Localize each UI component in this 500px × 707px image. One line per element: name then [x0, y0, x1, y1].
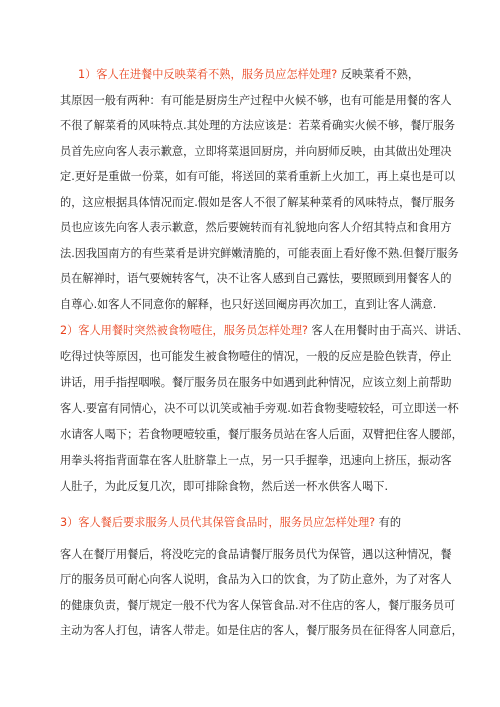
- body-text: 自尊心.如客人不同意你的解释，也只好送回阉房再次加工，直到让客人满意.: [60, 298, 437, 311]
- text-line: [60, 402, 459, 416]
- body-text: 讲话，用手指捏咽喉。餐厅服务员在服务中如遇到此种情况，应该立刻上前帮助: [60, 376, 452, 389]
- body-text: 其原因一般有两种：有可能是厨房生产过程中火候不够，也有可能是用餐的客人: [60, 94, 452, 107]
- text-line: [60, 247, 459, 261]
- body-text: 客人.要富有同情心，决不可以讥笑或袖手旁观.如若食物斐噎较轻，可立即送一杯: [60, 402, 459, 415]
- question-heading: 1）客人在进餐中反映菜肴不熟，服务员应怎样处理?: [78, 68, 338, 81]
- body-text: 员在解禅时，语气要婉转客气，决不让客人感到自己露怯，要照顾到用餐客人的: [60, 272, 452, 285]
- body-text: 主动为客人打包，请客人带走。如是住店的客人，餐厅服务员在征得客人同意后，: [60, 624, 463, 637]
- text-line: [60, 573, 452, 587]
- text-line: [60, 548, 452, 562]
- body-text: 定.更好是重做一份菜，如有可能，将送回的菜肴重新上火加工，再上桌也是可以: [60, 170, 456, 183]
- text-line: [60, 170, 456, 184]
- body-text: 水请客人喝下；若食物哽噎较重，餐厅服务员站在客人后面，双臂把住客人腰部，: [60, 428, 463, 441]
- body-text: 的，这应根据具体情况而定.假如是客人不很了解某种菜肴的风味特点，餐厅服务: [60, 196, 456, 209]
- body-text: 反映菜肴不熟，: [337, 68, 420, 81]
- text-line: [60, 428, 463, 442]
- body-text: 有的: [375, 516, 402, 529]
- body-text: 法.因我国南方的有些菜肴是讲究鲜嫩清脆的，可能表面上看好像不熟.但餐厅服务: [60, 247, 459, 260]
- body-text: 不很了解菜肴的风味特点.其处理的方法应该是：若菜肴确实火候不够，餐厅服务: [60, 119, 456, 132]
- body-text: 员也应该先向客人表示歉意，然后要婉转而有礼貌地向客人介绍其特点和食用方: [60, 221, 452, 234]
- question-heading: 2）客人用餐时突然被食物噎住，服务员怎样处理?: [60, 324, 308, 337]
- body-text: 客人在餐厅用餐后，将没吃完的食品请餐厅服务员代为保管，遇以这种情况，餐: [60, 548, 452, 561]
- text-line: [60, 376, 452, 390]
- text-line: [60, 516, 440, 530]
- question-heading: 3）客人餐后要求服务人员代其保管食品时，服务员应怎样处理?: [60, 516, 376, 529]
- text-line: [60, 480, 440, 494]
- text-line: [60, 221, 452, 235]
- text-line: [60, 272, 452, 286]
- text-line: [60, 196, 456, 210]
- body-text: 人肚子，为此反复几次，即可排除食物，然后送一杯水供客人喝下.: [60, 480, 388, 493]
- text-line: [60, 599, 456, 613]
- text-line: [60, 324, 469, 338]
- body-text: 厅的服务员可耐心向客人说明，食品为入口的饮食，为了防止意外，为了对客人: [60, 573, 452, 586]
- text-line: [60, 94, 452, 108]
- text-line: [78, 68, 458, 82]
- body-text: 员首先应向客人表示歉意，立即将菜退回厨房，并向厨师反映，由其做出处理决: [60, 145, 452, 158]
- text-line: [60, 145, 452, 159]
- body-text: 吃得过快等原因，也可能发生被食物噎住的情况，一般的反应是脸色铁青，停止: [60, 350, 452, 363]
- body-text: 的健康负责，餐厅规定一般不代为客人保管食品.对不住店的客人，餐厅服务员可: [60, 599, 456, 612]
- text-line: [60, 454, 452, 468]
- body-text: 客人在用餐时由于高兴、讲话、: [308, 324, 469, 337]
- text-line: [60, 298, 440, 312]
- body-text: 用拳头将指背面靠在客人肚脐靠上一点，另一只手握拳，迅速向上挤压，振动客: [60, 454, 452, 467]
- text-line: [60, 624, 463, 638]
- text-line: [60, 119, 456, 133]
- text-line: [60, 350, 452, 364]
